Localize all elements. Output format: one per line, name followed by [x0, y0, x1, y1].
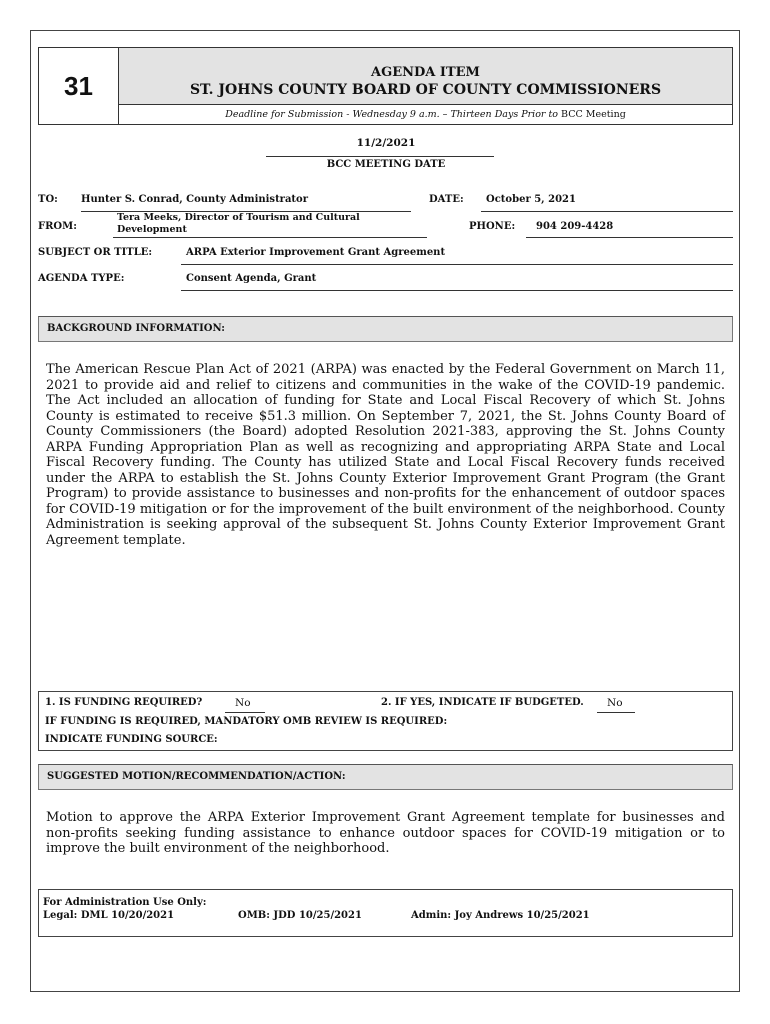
omb-review-label: IF FUNDING IS REQUIRED, MANDATORY OMB REVIEW IS REQUIRED: [45, 716, 448, 727]
budgeted-label: 2. IF YES, INDICATE IF BUDGETED. [381, 697, 584, 708]
phone-value: 904 209-4428 [536, 221, 614, 232]
agenda-type-value: Consent Agenda, Grant [186, 273, 317, 284]
omb-review: OMB: JDD 10/25/2021 [238, 910, 362, 921]
admin-review: Admin: Joy Andrews 10/25/2021 [411, 910, 590, 921]
date-underline [481, 211, 733, 212]
agenda-type-label: AGENDA TYPE: [38, 273, 125, 284]
phone-underline [526, 237, 733, 238]
from-value-line2: Development [117, 224, 187, 235]
funding-box [38, 691, 733, 751]
funding-required-underline [225, 712, 265, 713]
agenda-type-underline [181, 290, 733, 291]
phone-label: PHONE: [469, 221, 516, 232]
to-value: Hunter S. Conrad, County Administrator [81, 194, 308, 205]
from-value-line1: Tera Meeks, Director of Tourism and Cultural [117, 212, 360, 223]
subject-value: ARPA Exterior Improvement Grant Agreement [186, 247, 446, 258]
from-label: FROM: [38, 221, 77, 232]
admin-use-heading: For Administration Use Only: [43, 897, 207, 908]
legal-review: Legal: DML 10/20/2021 [43, 910, 175, 921]
subject-label: SUBJECT OR TITLE: [38, 247, 153, 258]
meeting-date-label: BCC MEETING DATE [326, 159, 446, 170]
background-text: The American Rescue Plan Act of 2021 (ARPA) was enacted by the Federal Government on March 11, 2021 to provide aid and relief to citizens and communities in the wake of the COVID-19 pandemic. The Act included an allocation of funding for State and Local Fiscal Recovery of which St. Johns County is estimated to receive $51.3 million. On September 7, 2021, the St. Johns County Board of County Commissioners (the Board) adopted Resolution 2021-383, approving the St. Johns County ARPA Funding Appropriation Plan as well as recognizing and appropriating ARPA State and Local Fiscal Recovery funding. The County has utilized State and Local Fiscal Recovery funds received under the ARPA to establish the St. Johns County Exterior Improvement Grant Program (the Grant Program) to provide assistance to businesses and non-profits for the enhancement of outdoor spaces for COVID-19 mitigation or for the improvement of the built environment of the neighborhood. County Administration is seeking approval of the subsequent St. Johns County Exterior Improvement Grant Agreement template. [46, 362, 725, 548]
to-label: TO: [38, 194, 58, 205]
subject-underline [181, 264, 733, 265]
deadline-note [118, 104, 733, 125]
admin-use-box [38, 889, 733, 937]
from-value [117, 212, 360, 236]
from-underline [113, 237, 427, 238]
funding-required-label: 1. IS FUNDING REQUIRED? [45, 697, 203, 708]
agenda-item-number: 31 [38, 47, 119, 125]
deadline-note-tail: BCC Meeting [558, 109, 626, 120]
meeting-date-underline [266, 156, 494, 157]
background-heading: BACKGROUND INFORMATION: [38, 316, 733, 342]
funding-required-value: No [235, 697, 251, 709]
budgeted-underline [597, 712, 635, 713]
deadline-note-italic: Deadline for Submission - Wednesday 9 a.m. – Thirteen Days Prior to [225, 109, 559, 120]
agenda-item-heading: AGENDA ITEM [371, 65, 480, 80]
agenda-form-page [30, 30, 740, 992]
date-label: DATE: [429, 194, 464, 205]
meeting-date-value: 11/2/2021 [356, 137, 416, 149]
budgeted-value: No [607, 697, 623, 709]
motion-heading: SUGGESTED MOTION/RECOMMENDATION/ACTION: [38, 764, 733, 790]
board-name-heading: ST. JOHNS COUNTY BOARD OF COUNTY COMMISSIONERS [189, 82, 662, 98]
motion-text: Motion to approve the ARPA Exterior Improvement Grant Agreement template for businesses and non-profits seeking funding assistance to enhance outdoor spaces for COVID-19 mitigation or to improve the built environment of the neighborhood. [46, 810, 725, 856]
agenda-title-box [118, 47, 733, 105]
date-value: October 5, 2021 [486, 194, 576, 205]
funding-source-label: INDICATE FUNDING SOURCE: [45, 734, 218, 745]
